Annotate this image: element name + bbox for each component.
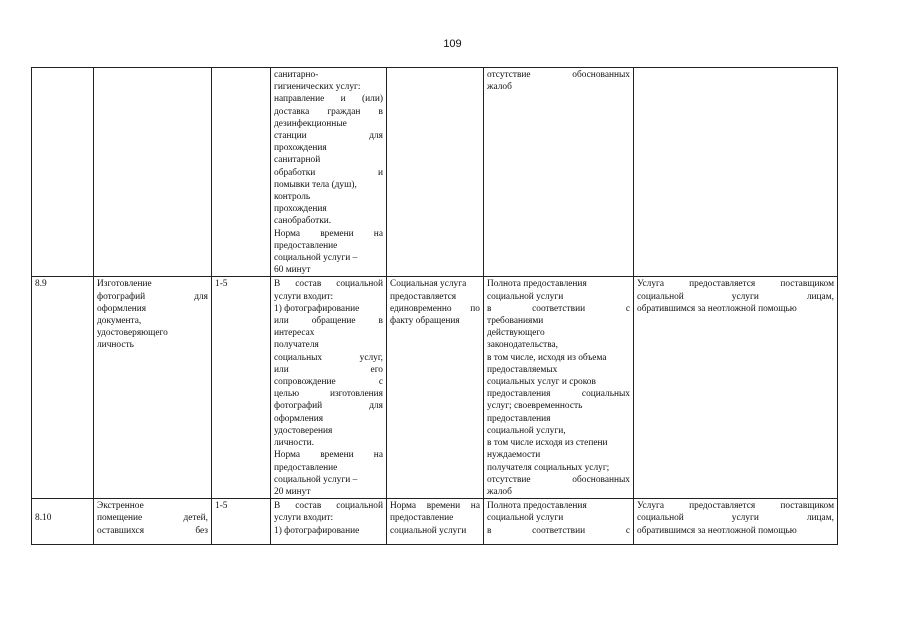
text-line: законодательства, xyxy=(487,340,559,351)
text-line: документа, xyxy=(97,316,142,327)
table-row xyxy=(32,499,838,545)
text-line: личности. xyxy=(274,438,314,449)
text-line: социальных услуг и сроков xyxy=(487,377,596,388)
text-line: предоставление xyxy=(274,462,338,473)
text-line: услуги входит: xyxy=(274,291,334,302)
text-line: интересах xyxy=(274,328,315,339)
terms-cell xyxy=(387,277,484,499)
text-line: оставшихся без xyxy=(97,525,208,536)
text-line: оформления xyxy=(274,413,324,424)
text-line: 1) фотографирование xyxy=(274,303,360,314)
service-name-cell xyxy=(94,68,212,277)
text-line: Социальная услуга xyxy=(390,279,467,290)
table-row xyxy=(32,68,838,277)
text-line: отсутствие обоснованных xyxy=(487,70,630,80)
text-line: Норма времени на xyxy=(274,228,383,239)
text-line: удостоверения xyxy=(274,425,333,436)
text-line: фотографий для xyxy=(97,291,208,302)
quality-indicators-cell xyxy=(484,277,634,499)
text-line: в соответствии с xyxy=(487,303,630,314)
text-line: оформления xyxy=(97,303,147,314)
text-line: социальной услуги xyxy=(390,525,467,536)
text-line: 1-5 xyxy=(215,279,228,290)
text-line: дезинфекционные xyxy=(274,118,347,129)
text-line: В состав социальной xyxy=(274,501,383,512)
table-row xyxy=(32,277,838,499)
text-line: Полнота предоставления xyxy=(487,279,587,290)
text-line: Экстренное xyxy=(97,501,144,512)
text-line: 60 минут xyxy=(274,265,311,276)
text-line: гигиенических услуг: xyxy=(274,82,361,93)
text-line: жалоб xyxy=(487,82,512,93)
text-line: или обращение в xyxy=(274,316,383,327)
text-line: Полнота предоставления xyxy=(487,501,587,512)
text-line: получателя xyxy=(274,340,319,351)
conditions-cell xyxy=(634,68,838,277)
text-line: социальной услуги лицам, xyxy=(637,513,834,524)
text-line: предоставление xyxy=(390,513,454,524)
text-line: обратившимся за неотложной помощью xyxy=(637,525,797,536)
page-number: 109 xyxy=(443,38,462,50)
text-line: санобработки. xyxy=(274,216,332,227)
text-line: социальной услуги xyxy=(487,513,564,524)
text-line: Услуга предоставляется поставщиком xyxy=(637,279,834,290)
text-line: предоставляемых xyxy=(487,364,558,375)
text-line: получателя социальных услуг; xyxy=(487,462,610,473)
code-cell xyxy=(212,277,271,499)
text-line: помывки тела (душ), xyxy=(274,179,357,190)
row-number-cell xyxy=(32,277,94,499)
text-line: 20 минут xyxy=(274,486,311,497)
text-line: Норма времени на xyxy=(390,501,480,512)
text-line: личность xyxy=(97,340,134,351)
text-line: предоставления социальных xyxy=(487,389,630,400)
text-line: 8.10 xyxy=(35,513,52,524)
text-line: социальной услуги – xyxy=(274,253,358,264)
conditions-cell xyxy=(634,499,838,545)
text-line: нуждаемости xyxy=(487,450,541,461)
text-line: предоставления xyxy=(487,413,551,424)
text-line: услуги входит: xyxy=(274,513,334,524)
text-line: санитарной xyxy=(274,155,321,166)
text-line: прохождения xyxy=(274,204,327,215)
text-line: удостоверяющего xyxy=(97,328,168,339)
service-name-cell xyxy=(94,499,212,545)
text-line: контроль xyxy=(274,192,311,203)
text-line: фотографий для xyxy=(274,401,383,412)
terms-cell xyxy=(387,499,484,545)
text-line: факту обращения xyxy=(390,316,460,327)
code-cell xyxy=(212,68,271,277)
text-line: санитарно- xyxy=(274,70,319,80)
text-line: обработки и xyxy=(274,167,383,178)
code-cell xyxy=(212,499,271,545)
row-number-cell xyxy=(32,68,94,277)
text-line: помещение детей, xyxy=(97,513,208,524)
text-line: В состав социальной xyxy=(274,279,383,290)
text-line: услуг; своевременность xyxy=(487,401,583,412)
text-line: социальных услуг, xyxy=(274,352,383,363)
text-line: в соответствии с xyxy=(487,525,630,536)
text-line: Изготовление xyxy=(97,279,152,290)
text-line: 8.9 xyxy=(35,279,47,290)
text-line: требованиями xyxy=(487,316,544,327)
text-line: или его xyxy=(274,364,383,375)
text-line: станции для xyxy=(274,131,383,142)
service-content-cell xyxy=(271,277,387,499)
text-line: 1) фотографирование xyxy=(274,525,360,536)
text-line: социальной услуги лицам, xyxy=(637,291,834,302)
text-line: Услуга предоставляется поставщиком xyxy=(637,501,834,512)
quality-indicators-cell xyxy=(484,499,634,545)
service-content-cell xyxy=(271,68,387,277)
service-name-cell xyxy=(94,277,212,499)
row-number-cell xyxy=(32,499,94,545)
terms-cell xyxy=(387,68,484,277)
text-line: в том числе исходя из степени xyxy=(487,438,608,449)
text-line: предоставляется xyxy=(390,291,457,302)
text-line: направление и (или) xyxy=(274,94,383,105)
quality-indicators-cell xyxy=(484,68,634,277)
text-line: социальной услуги, xyxy=(487,425,566,436)
text-line xyxy=(35,500,90,512)
service-content-cell xyxy=(271,499,387,545)
text-line: обратившимся за неотложной помощью xyxy=(637,303,797,314)
text-line: социальной услуги – xyxy=(274,474,358,485)
text-line: сопровождение с xyxy=(274,377,383,388)
services-table xyxy=(31,67,838,545)
text-line: социальной услуги xyxy=(487,291,564,302)
text-line: Норма времени на xyxy=(274,450,383,461)
text-line: действующего xyxy=(487,328,545,339)
text-line: единовременно по xyxy=(390,303,480,314)
text-line: отсутствие обоснованных xyxy=(487,474,630,485)
text-line: прохождения xyxy=(274,143,327,154)
text-line: доставка граждан в xyxy=(274,106,383,117)
text-line: в том числе, исходя из объема xyxy=(487,352,607,363)
text-line: жалоб xyxy=(487,486,512,497)
text-line: 1-5 xyxy=(215,501,228,512)
text-line: целью изготовления xyxy=(274,389,383,400)
text-line: предоставление xyxy=(274,240,338,251)
conditions-cell xyxy=(634,277,838,499)
